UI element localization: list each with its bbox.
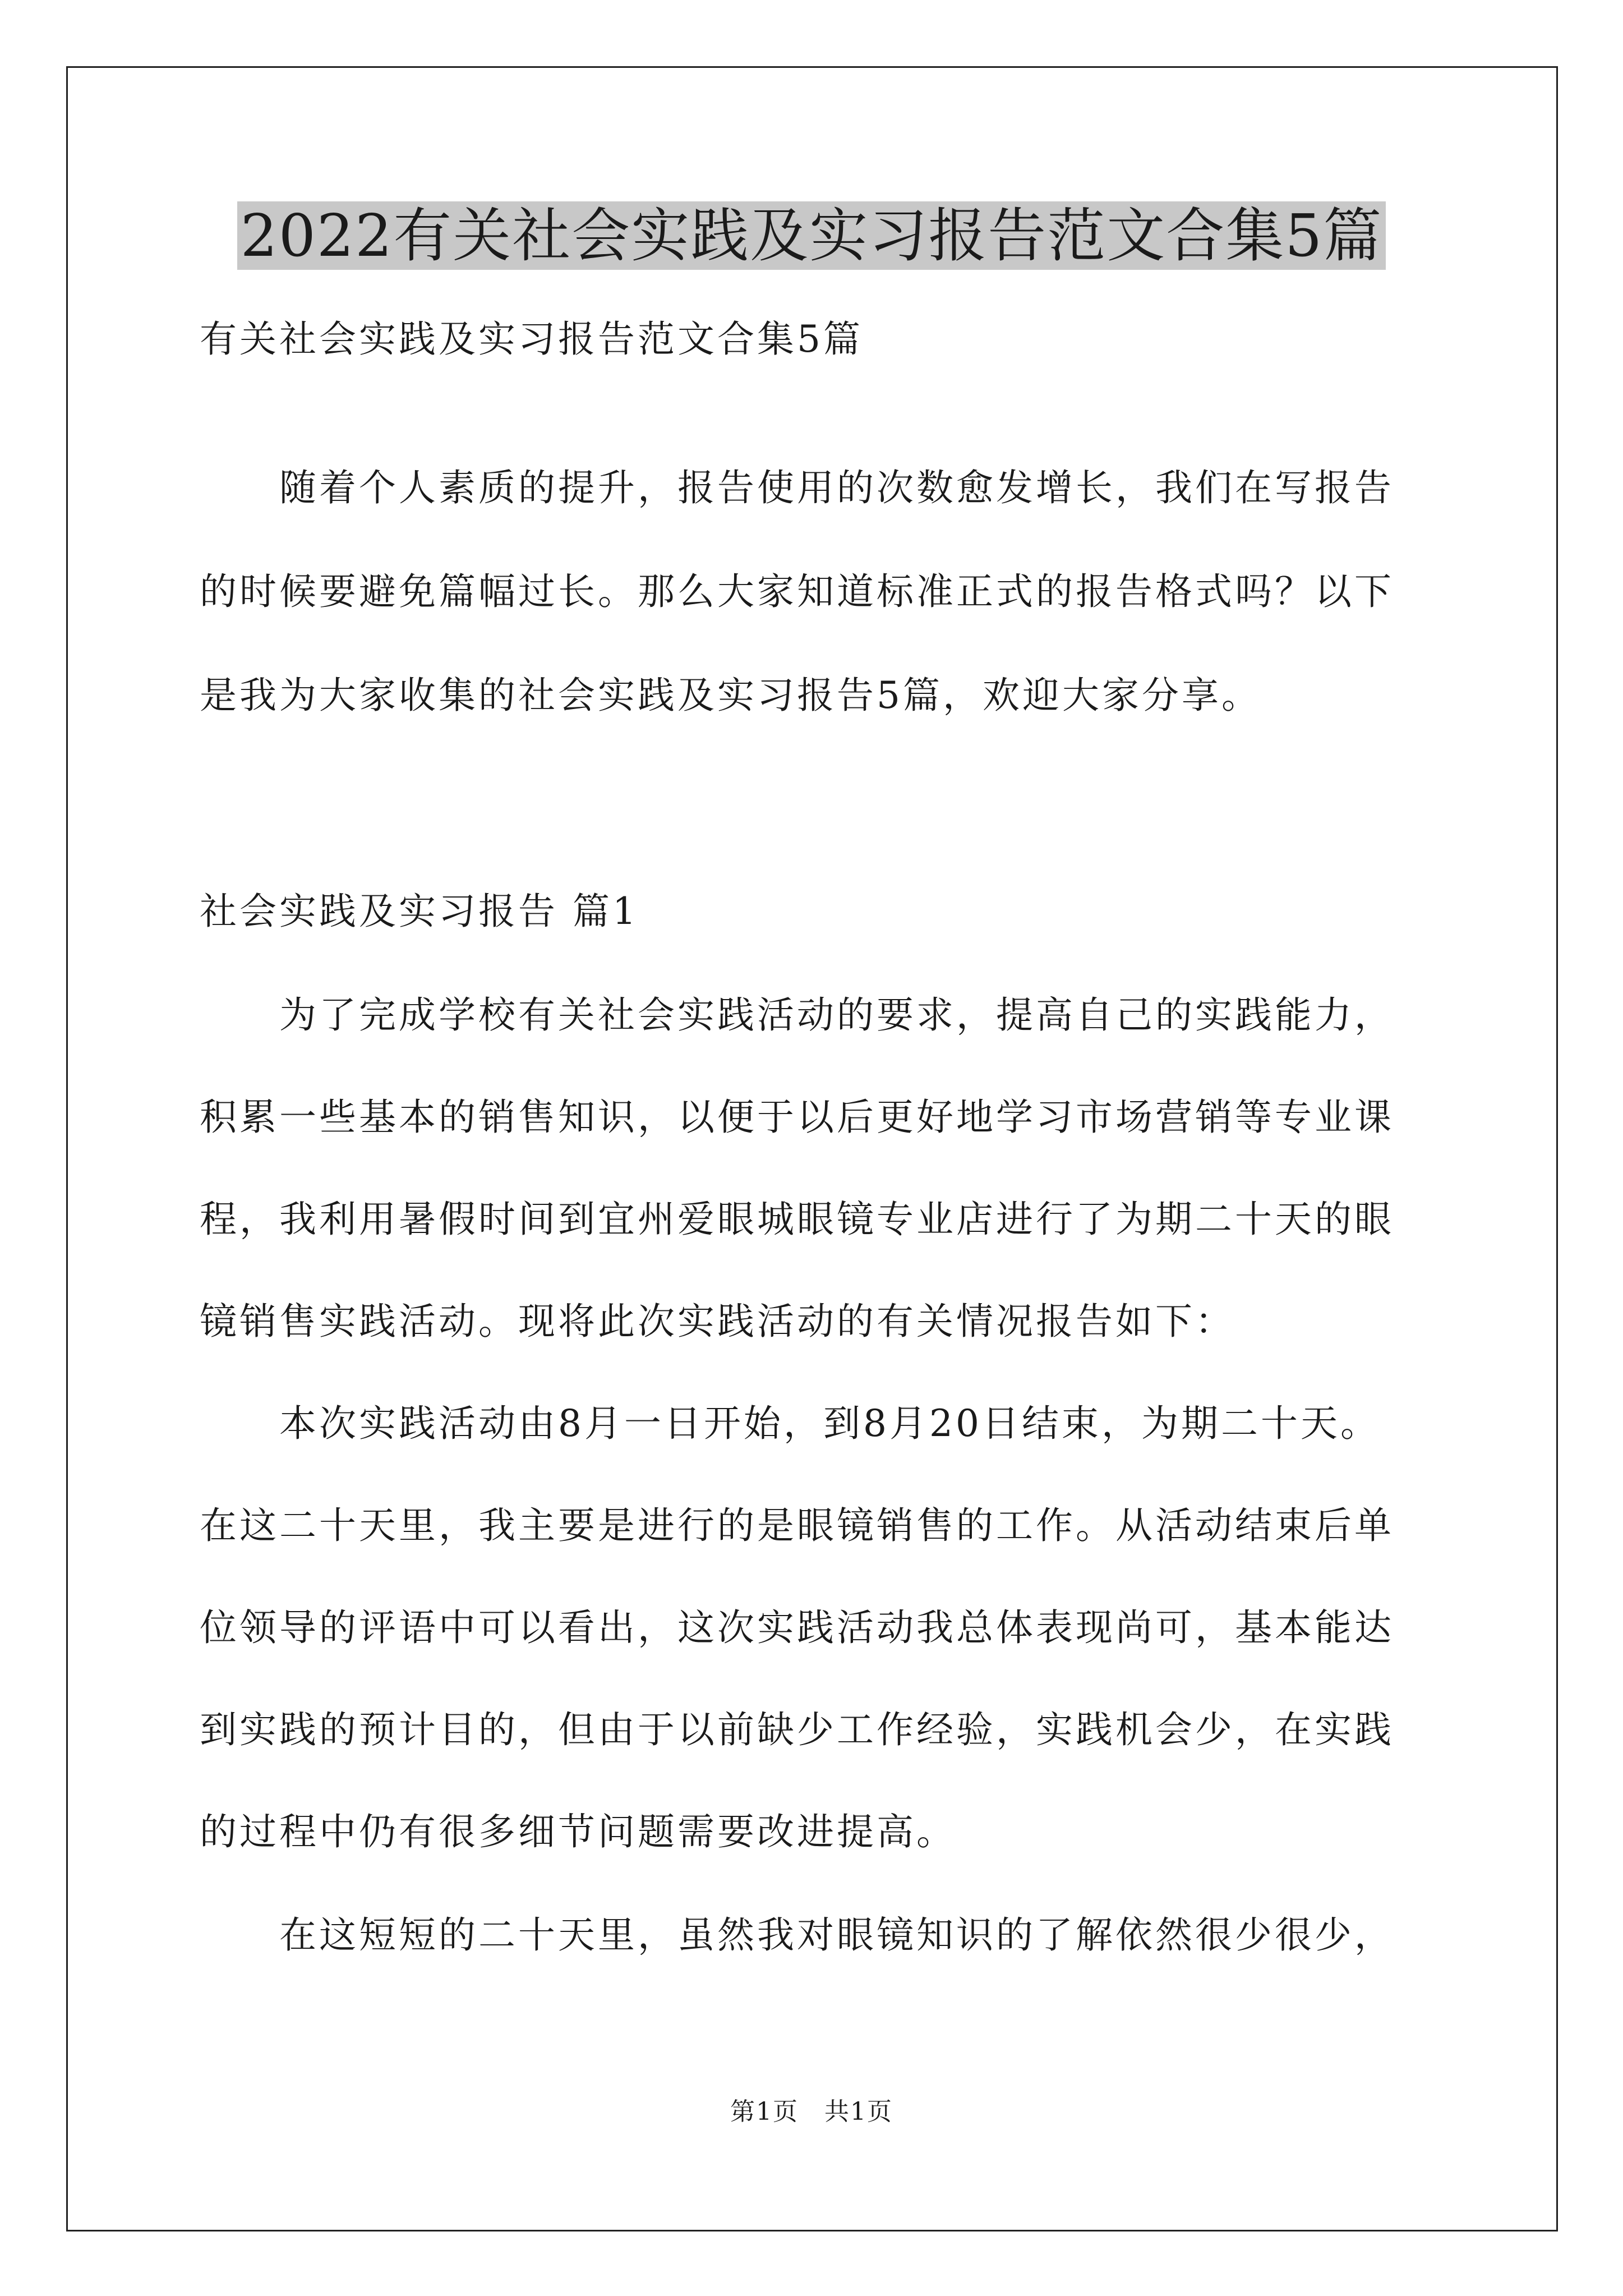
document-title-text: 2022有关社会实践及实习报告范文合集5篇 xyxy=(237,201,1386,270)
body-line: 位领导的评语中可以看出，这次实践活动我总体表现尚可，基本能达 xyxy=(200,1606,1394,1649)
body-line: 为了完成学校有关社会实践活动的要求，提高自己的实践能力， xyxy=(200,993,1394,1037)
section-heading: 社会实践及实习报告 篇1 xyxy=(200,890,639,933)
body-line: 镜销售实践活动。现将此次实践活动的有关情况报告如下： xyxy=(200,1300,1235,1343)
document-title xyxy=(0,194,1623,278)
body-line: 本次实践活动由8月一日开始，到8月20日结束，为期二十天。 xyxy=(200,1402,1380,1445)
page-border xyxy=(66,66,1558,2231)
body-line: 积累一些基本的销售知识，以便于以后更好地学习市场营销等专业课 xyxy=(200,1096,1394,1139)
body-line: 程，我利用暑假时间到宜州爱眼城眼镜专业店进行了为期二十天的眼 xyxy=(200,1198,1394,1241)
intro-line: 随着个人素质的提升，报告使用的次数愈发增长，我们在写报告 xyxy=(200,466,1394,509)
body-line: 在这短短的二十天里，虽然我对眼镜知识的了解依然很少很少， xyxy=(200,1913,1394,1957)
page-footer: 第1页 共1页 xyxy=(730,2097,893,2126)
intro-line: 是我为大家收集的社会实践及实习报告5篇，欢迎大家分享。 xyxy=(200,674,1261,717)
body-line: 的过程中仍有很多细节问题需要改进提高。 xyxy=(200,1810,956,1853)
intro-line: 的时候要避免篇幅过长。那么大家知道标准正式的报告格式吗？以下 xyxy=(200,570,1394,613)
body-line: 在这二十天里，我主要是进行的是眼镜销售的工作。从活动结束后单 xyxy=(200,1504,1394,1547)
body-line: 到实践的预计目的，但由于以前缺少工作经验，实践机会少，在实践 xyxy=(200,1708,1394,1751)
document-subtitle: 有关社会实践及实习报告范文合集5篇 xyxy=(200,318,863,361)
